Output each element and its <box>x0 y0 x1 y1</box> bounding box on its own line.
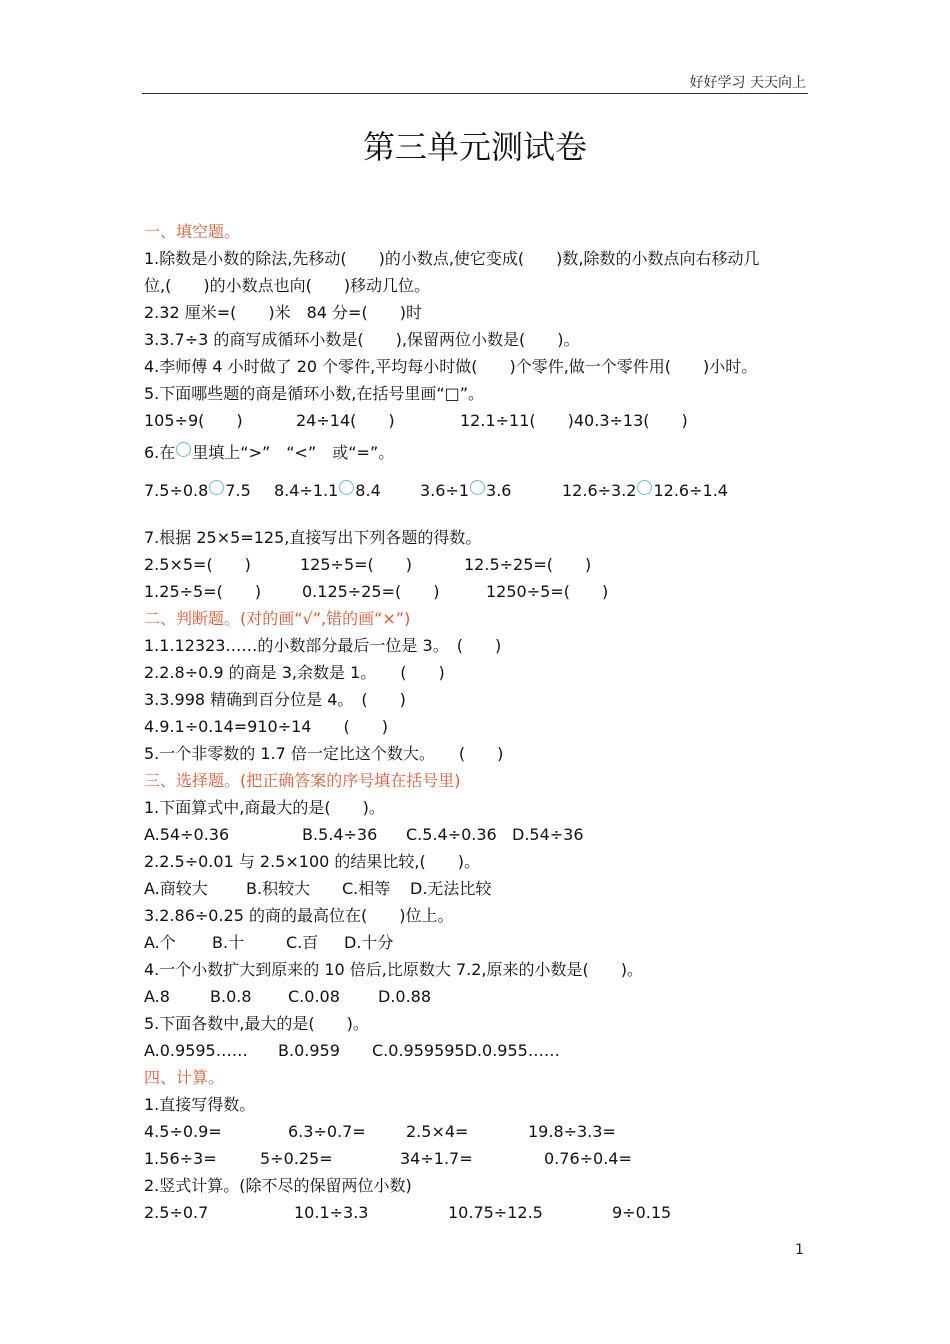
choice-question-1: 1.下面算式中,商最大的是( )。 <box>144 798 385 817</box>
choice-question-3: 3.2.86÷0.25 的商的最高位在( )位上。 <box>144 906 454 925</box>
choice-4-option-a: A.8 <box>144 987 170 1006</box>
question-1-7: 7.根据 25×5=125,直接写出下列各题的得数。 <box>144 528 482 547</box>
judge-item-4: 4.9.1÷0.14=910÷14 ( ) <box>144 717 388 736</box>
calc-vertical-items <box>144 1199 804 1226</box>
calc-question-2: 2.竖式计算。(除不尽的保留两位小数) <box>144 1176 412 1195</box>
compare-circle-icon <box>176 442 191 457</box>
choice-4-option-d: D.0.88 <box>378 987 432 1006</box>
vertical-calc-item-1: 2.5÷0.7 <box>144 1203 209 1222</box>
q6-item-2-right: 8.4 <box>355 481 381 500</box>
q6-item-4 <box>562 472 728 510</box>
choice-options-5 <box>144 1037 804 1064</box>
q6-item-3-left: 3.6÷1 <box>420 481 470 500</box>
compare-circle-icon[interactable] <box>637 480 652 495</box>
calc-row2-item-2: 5÷0.25= <box>260 1149 333 1168</box>
choice-5-option-cd: C.0.959595D.0.955…… <box>372 1041 560 1060</box>
calc-row1-item-2: 6.3÷0.7= <box>288 1122 366 1141</box>
vertical-calc-item-4: 9÷0.15 <box>612 1203 672 1222</box>
choice-3-option-a: A.个 <box>144 933 176 952</box>
judge-item-3: 3.3.998 精确到百分位是 4。 ( ) <box>144 690 406 709</box>
q7-row1-item-2: 125÷5=( ) <box>300 555 413 574</box>
choice-1-option-a: A.54÷0.36 <box>144 825 230 844</box>
q5-item-1: 105÷9( ) <box>144 411 243 430</box>
question-1-7-row1 <box>144 551 804 578</box>
question-1-4: 4.李师傅 4 小时做了 20 个零件,平均每小时做( )个零件,做一个零件用( )小时。 <box>144 357 758 376</box>
choice-2-option-c: C.相等 <box>342 879 391 898</box>
choice-2-option-a: A.商较大 <box>144 879 208 898</box>
compare-circle-icon[interactable] <box>209 480 224 495</box>
question-1-6-items <box>144 472 804 510</box>
compare-circle-icon[interactable] <box>470 480 485 495</box>
q7-row1-item-1: 2.5×5=( ) <box>144 555 251 574</box>
calc-question-1: 1.直接写得数。 <box>144 1095 256 1114</box>
choice-2-option-b: B.积较大 <box>246 879 311 898</box>
choice-5-option-b: B.0.959 <box>278 1041 340 1060</box>
q6-item-2 <box>274 472 381 510</box>
choice-3-option-b: B.十 <box>212 933 245 952</box>
q5-item-3: 12.1÷11( )40.3÷13( ) <box>460 411 688 430</box>
calc-row1-item-4: 19.8÷3.3= <box>528 1122 616 1141</box>
calc-row-2 <box>144 1145 804 1172</box>
q7-row1-item-3: 12.5÷25=( ) <box>464 555 592 574</box>
choice-3-option-d: D.十分 <box>344 933 394 952</box>
calc-row-1 <box>144 1118 804 1145</box>
q6-item-4-left: 12.6÷3.2 <box>562 481 637 500</box>
choice-options-3 <box>144 929 804 956</box>
header-divider <box>142 93 808 94</box>
question-1-2: 2.32 厘米=( )米 84 分=( )时 <box>144 303 422 322</box>
choice-3-option-c: C.百 <box>286 933 319 952</box>
calc-row2-item-3: 34÷1.7= <box>400 1149 473 1168</box>
q7-row2-item-2: 0.125÷25=( ) <box>302 582 440 601</box>
question-1-1b: 位,( )的小数点也向( )移动几位。 <box>144 276 431 295</box>
q7-row2-item-3: 1250÷5=( ) <box>486 582 609 601</box>
choice-1-option-d: D.54÷36 <box>512 825 584 844</box>
question-1-1a: 1.除数是小数的除法,先移动( )的小数点,使它变成( )数,除数的小数点向右移动几 <box>144 249 760 268</box>
calc-row2-item-4: 0.76÷0.4= <box>544 1149 632 1168</box>
choice-options-1 <box>144 821 804 848</box>
choice-options-2 <box>144 875 804 902</box>
q6-item-1-left: 7.5÷0.8 <box>144 481 209 500</box>
choice-4-option-b: B.0.8 <box>210 987 252 1006</box>
judge-item-1: 1.1.12323……的小数部分最后一位是 3。 ( ) <box>144 636 502 655</box>
choice-1-option-c: C.5.4÷0.36 <box>406 825 497 844</box>
question-1-6 <box>144 434 804 472</box>
q6-suffix: 里填上“>” “<” 或“=”。 <box>192 443 395 462</box>
choice-1-option-b: B.5.4÷36 <box>302 825 378 844</box>
calc-row1-item-1: 4.5÷0.9= <box>144 1122 222 1141</box>
section-title-fill-blanks: 一、填空题。 <box>144 222 241 241</box>
page-title: 第三单元测试卷 <box>362 128 587 166</box>
judge-item-5: 5.一个非零数的 1.7 倍一定比这个数大。 ( ) <box>144 744 504 763</box>
q6-item-3 <box>420 472 511 510</box>
choice-question-4: 4.一个小数扩大到原来的 10 倍后,比原数大 7.2,原来的小数是( )。 <box>144 960 643 979</box>
choice-2-option-d: D.无法比较 <box>410 879 492 898</box>
choice-5-option-a: A.0.9595…… <box>144 1041 248 1060</box>
choice-options-4 <box>144 983 804 1010</box>
q6-item-1-right: 7.5 <box>225 481 251 500</box>
section-title-calculation: 四、计算。 <box>144 1068 225 1087</box>
choice-question-2: 2.2.5÷0.01 与 2.5×100 的结果比较,( )。 <box>144 852 480 871</box>
section-title-true-false: 二、判断题。(对的画“√”,错的画“×”) <box>144 609 411 628</box>
q7-row2-item-1: 1.25÷5=( ) <box>144 582 262 601</box>
question-1-5: 5.下面哪些题的商是循环小数,在括号里画“□”。 <box>144 384 485 403</box>
vertical-calc-item-3: 10.75÷12.5 <box>448 1203 543 1222</box>
section-title-multiple-choice: 三、选择题。(把正确答案的序号填在括号里) <box>144 771 461 790</box>
q6-item-4-right: 12.6÷1.4 <box>653 481 728 500</box>
q6-item-1 <box>144 472 251 510</box>
vertical-calc-item-2: 10.1÷3.3 <box>294 1203 369 1222</box>
header-slogan: 好好学习 天天向上 <box>689 75 806 91</box>
question-1-5-items <box>144 407 804 434</box>
calc-row1-item-3: 2.5×4= <box>406 1122 469 1141</box>
q6-item-2-left: 8.4÷1.1 <box>274 481 339 500</box>
q6-item-3-right: 3.6 <box>486 481 512 500</box>
compare-circle-icon[interactable] <box>339 480 354 495</box>
choice-question-5: 5.下面各数中,最大的是( )。 <box>144 1014 369 1033</box>
worksheet-content <box>144 218 804 1226</box>
q5-item-2: 24÷14( ) <box>296 411 395 430</box>
calc-row2-item-1: 1.56÷3= <box>144 1149 217 1168</box>
judge-item-2: 2.2.8÷0.9 的商是 3,余数是 1。 ( ) <box>144 663 445 682</box>
question-1-7-row2 <box>144 578 804 605</box>
choice-4-option-c: C.0.08 <box>288 987 340 1006</box>
q6-prefix: 6.在 <box>144 443 176 462</box>
page-number: 1 <box>795 1242 804 1258</box>
question-1-3: 3.3.7÷3 的商写成循环小数是( ),保留两位小数是( )。 <box>144 330 580 349</box>
